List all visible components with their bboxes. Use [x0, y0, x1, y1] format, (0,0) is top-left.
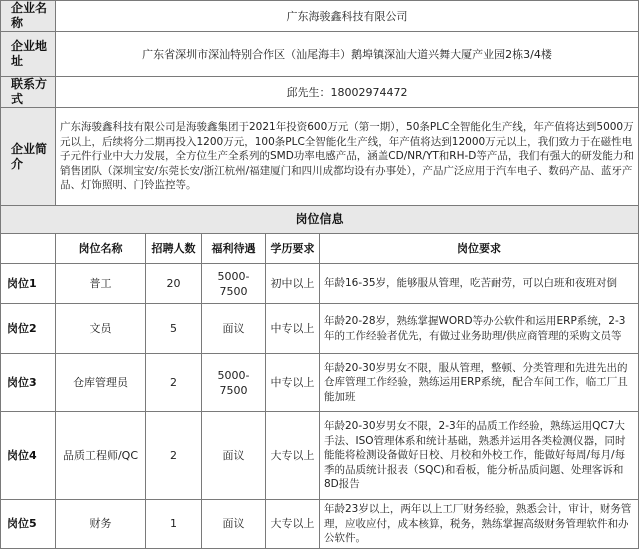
company-name-label: 企业名称: [1, 1, 56, 32]
job-education: 初中以上: [266, 264, 320, 304]
header-pay: 福利待遇: [202, 234, 266, 264]
job-row: [1, 412, 639, 500]
job-name: 财务: [56, 500, 146, 549]
company-name-value: 广东海骏鑫科技有限公司: [56, 1, 639, 32]
jobs-section-title: 岗位信息: [1, 206, 639, 234]
company-contact-value: 邱先生：18002974472: [56, 77, 639, 108]
job-pay: 5000-7500: [202, 354, 266, 412]
job-name: 普工: [56, 264, 146, 304]
job-name: 文员: [56, 304, 146, 354]
company-contact-row: [1, 77, 639, 108]
job-education: 大专以上: [266, 500, 320, 549]
company-address-label: 企业地址: [1, 32, 56, 77]
job-requirements: 年龄16-35岁，能够服从管理，吃苦耐劳，可以白班和夜班对倒: [320, 264, 639, 304]
job-row: [1, 500, 639, 549]
job-education: 大专以上: [266, 412, 320, 500]
header-job-name: 岗位名称: [56, 234, 146, 264]
job-pay: 面议: [202, 304, 266, 354]
job-pay: 面议: [202, 500, 266, 549]
company-name-row: [1, 1, 639, 32]
job-requirements: 年龄23岁以上，两年以上工厂财务经验，熟悉会计，审计，财务管理，应收应付，成本核算，税务，熟练掌握高级财务管理软件和办公软件。: [320, 500, 639, 549]
company-intro-value: 广东海骏鑫科技有限公司是海骏鑫集团于2021年投资600万元（第一期），50条PLC全智能化生产线，年产值将达到5000万元以上，后续将分二期再投入1200万元，100条PLC全智能化生产线，年产值将达到12000万元以上，我们致力于在磁性电子元件行业中大力发展，全方位生产全系列的SMD功率电感产品，涵盖CD/NR/YT和RH-D等产品，我们有强大的研发能力和销售团队（深圳宝安/东莞长安/浙江杭州/福建厦门和四川成都均设有办事处），产品广泛应用于汽车电子、数码产品、蓝牙产品、灯饰照明、门铃监控等。: [56, 108, 639, 206]
job-label: 岗位5: [1, 500, 56, 549]
job-count: 1: [146, 500, 202, 549]
job-label: 岗位4: [1, 412, 56, 500]
job-label: 岗位3: [1, 354, 56, 412]
job-pay: 5000-7500: [202, 264, 266, 304]
job-count: 2: [146, 354, 202, 412]
jobs-section-row: [1, 206, 639, 234]
job-name: 仓库管理员: [56, 354, 146, 412]
header-education: 学历要求: [266, 234, 320, 264]
job-label: 岗位1: [1, 264, 56, 304]
job-count: 20: [146, 264, 202, 304]
job-pay: 面议: [202, 412, 266, 500]
company-address-row: [1, 32, 639, 77]
header-requirements: 岗位要求: [320, 234, 639, 264]
job-label: 岗位2: [1, 304, 56, 354]
job-name: 品质工程师/QC: [56, 412, 146, 500]
header-count: 招聘人数: [146, 234, 202, 264]
company-address-value: 广东省深圳市深汕特别合作区（汕尾海丰）鹅埠镇深汕大道兴舞大厦产业园2栋3/4楼: [56, 32, 639, 77]
job-count: 5: [146, 304, 202, 354]
company-contact-label: 联系方式: [1, 77, 56, 108]
jobs-header-row: [1, 234, 639, 264]
job-education: 中专以上: [266, 354, 320, 412]
company-intro-label: 企业简介: [1, 108, 56, 206]
job-requirements: 年龄20-30岁男女不限，服从管理，整顿、分类管理和先进先出的仓库管理工作经验，熟练运用ERP系统，配合车间工作，临工厂且能加班: [320, 354, 639, 412]
job-requirements: 年龄20-30岁男女不限，2-3年的品质工作经验，熟练运用QC7大手法、ISO管理体系和统计基础，熟悉并运用各类检测仪器，同时能能将检测设备做好日校、月校和外校工作，能做好每周/每月/每季的品质统计报表（SQC)和看板，能分析品质问题、处理客诉和8D报告: [320, 412, 639, 500]
job-row: [1, 304, 639, 354]
job-education: 中专以上: [266, 304, 320, 354]
job-row: [1, 354, 639, 412]
header-blank-cell: [1, 234, 56, 264]
job-count: 2: [146, 412, 202, 500]
job-row: [1, 264, 639, 304]
company-intro-row: [1, 108, 639, 206]
job-requirements: 年龄20-28岁，熟练掌握WORD等办公软件和运用ERP系统，2-3年的工作经验者优先，有做过业务助理/供应商管理的采购文员等: [320, 304, 639, 354]
